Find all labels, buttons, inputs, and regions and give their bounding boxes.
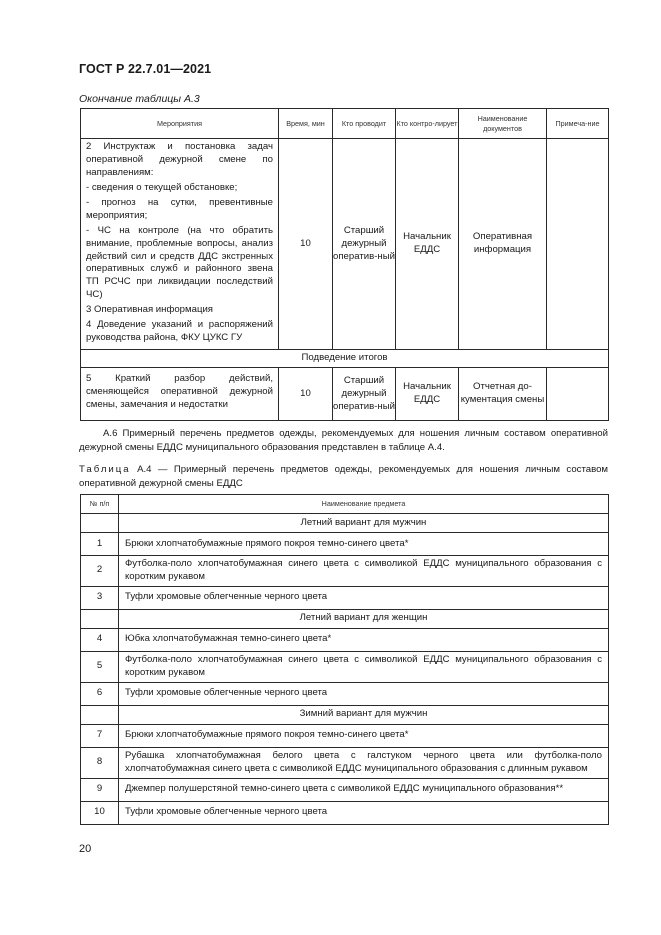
activity-line: - сведения о текущей обстановке; bbox=[86, 181, 238, 193]
conducts-cell: Старший дежурный оператив-ный bbox=[333, 368, 396, 421]
table-row bbox=[81, 139, 609, 350]
item-number: 3 bbox=[81, 586, 119, 609]
col-header-number: № п/п bbox=[81, 495, 119, 514]
group-title: Зимний вариант для мужчин bbox=[119, 705, 609, 724]
item-number: 4 bbox=[81, 628, 119, 651]
controls-cell: Начальник ЕДДС bbox=[396, 139, 459, 350]
item-number: 7 bbox=[81, 724, 119, 747]
item-name: Туфли хромовые облегченные черного цвета bbox=[119, 801, 609, 824]
item-name: Брюки хлопчатобумажные прямого покроя темно-синего цвета* bbox=[119, 724, 609, 747]
item-name: Брюки хлопчатобумажные прямого покроя темно-синего цвета* bbox=[119, 533, 609, 556]
group-title: Летний вариант для женщин bbox=[119, 609, 609, 628]
table-a3-header-row bbox=[81, 109, 609, 139]
table-a4-header-row bbox=[81, 495, 609, 514]
table-a3-caption: Окончание таблицы А.3 bbox=[79, 93, 200, 105]
section-row bbox=[81, 350, 609, 368]
group-spacer bbox=[81, 514, 119, 533]
table-a4 bbox=[80, 494, 609, 825]
table-a4-caption-text: А.4 — Примерный перечень предметов одежды, рекомендуемых для ношения личным составом оперативной дежурной смены ЕДДС bbox=[79, 464, 609, 489]
col-header-documents: Наименование документов bbox=[459, 109, 547, 139]
table-row bbox=[81, 651, 609, 682]
section-title: Подведение итогов bbox=[81, 350, 609, 368]
page-number: 20 bbox=[79, 843, 92, 855]
item-name: Юбка хлопчатобумажная темно-синего цвета* bbox=[119, 628, 609, 651]
table-row bbox=[81, 724, 609, 747]
note-cell bbox=[547, 368, 609, 421]
item-number: 6 bbox=[81, 682, 119, 705]
paragraph-a6: А.6 Примерный перечень предметов одежды, рекомендуемых для ношения личным составом оперативной дежурной смены ЕДДС муниципального образования представлен в таблице А.4. bbox=[79, 428, 608, 453]
table-row bbox=[81, 801, 609, 824]
table-row bbox=[81, 556, 609, 587]
activities-cell bbox=[81, 368, 279, 421]
col-header-time: Время, мин bbox=[279, 109, 333, 139]
activity-line: - ЧС на контроле (на что обратить внимание, проблемные вопросы, анализ действий сил и средств ДДС экстренных оперативных служб и районного звена ТП РСЧС при ликвидации последствий ЧС) bbox=[86, 224, 273, 301]
item-name: Джемпер полушерстяной темно-синего цвета с символикой ЕДДС муниципального образования** bbox=[119, 778, 609, 801]
item-name: Футболка-поло хлопчатобумажная синего цвета с символикой ЕДДС муниципального образования с коротким рукавом bbox=[119, 556, 609, 587]
item-name: Туфли хромовые облегченные черного цвета bbox=[119, 586, 609, 609]
item-name: Туфли хромовые облегченные черного цвета bbox=[119, 682, 609, 705]
conducts-cell: Старший дежурный оператив-ный bbox=[333, 139, 396, 350]
group-spacer bbox=[81, 705, 119, 724]
group-title: Летний вариант для мужчин bbox=[119, 514, 609, 533]
item-number: 8 bbox=[81, 747, 119, 778]
item-number: 2 bbox=[81, 556, 119, 587]
col-header-conducts: Кто проводит bbox=[333, 109, 396, 139]
group-row bbox=[81, 514, 609, 533]
table-a4-caption bbox=[79, 463, 608, 491]
table-row bbox=[81, 368, 609, 421]
activity-line: - прогноз на сутки, превентивные мероприятия; bbox=[86, 196, 273, 221]
table-row bbox=[81, 778, 609, 801]
controls-cell: Начальник ЕДДС bbox=[396, 368, 459, 421]
table-a4-caption-prefix: Таблица bbox=[79, 464, 131, 475]
col-header-note: Примеча-ние bbox=[547, 109, 609, 139]
activities-cell bbox=[81, 139, 279, 350]
note-cell bbox=[547, 139, 609, 350]
documents-cell: Отчетная до-кументация смены bbox=[459, 368, 547, 421]
item-number: 9 bbox=[81, 778, 119, 801]
documents-cell: Оперативная информация bbox=[459, 139, 547, 350]
item-number: 1 bbox=[81, 533, 119, 556]
table-row bbox=[81, 747, 609, 778]
time-cell: 10 bbox=[279, 368, 333, 421]
col-header-activities: Мероприятия bbox=[81, 109, 279, 139]
group-row bbox=[81, 609, 609, 628]
col-header-controls: Кто контро-лирует bbox=[396, 109, 459, 139]
document-title: ГОСТ Р 22.7.01—2021 bbox=[79, 62, 212, 76]
item-number: 10 bbox=[81, 801, 119, 824]
col-header-item-name: Наименование предмета bbox=[119, 495, 609, 514]
activity-line: 5 Краткий разбор действий, сменяющейся оперативной дежурной смены, замечания и недостатки bbox=[86, 373, 273, 410]
table-row bbox=[81, 586, 609, 609]
item-name: Футболка-поло хлопчатобумажная синего цвета с символикой ЕДДС муниципального образования с коротким рукавом bbox=[119, 651, 609, 682]
item-name: Рубашка хлопчатобумажная белого цвета с галстуком черного цвета или футболка-поло хлопчатобумажная синего цвета с символикой ЕДДС муниципального образования с длинным рукавом bbox=[119, 747, 609, 778]
group-row bbox=[81, 705, 609, 724]
group-spacer bbox=[81, 609, 119, 628]
activity-line: 4 Доведение указаний и распоряжений руководства района, ФКУ ЦУКС ГУ bbox=[86, 319, 273, 344]
activity-line: 3 Оперативная информация bbox=[86, 304, 213, 316]
activity-line: 2 Инструктаж и постановка задач оперативной дежурной смене по направлениям: bbox=[86, 141, 273, 178]
time-cell: 10 bbox=[279, 139, 333, 350]
table-row bbox=[81, 628, 609, 651]
table-row bbox=[81, 533, 609, 556]
table-a3 bbox=[80, 108, 609, 421]
table-row bbox=[81, 682, 609, 705]
item-number: 5 bbox=[81, 651, 119, 682]
